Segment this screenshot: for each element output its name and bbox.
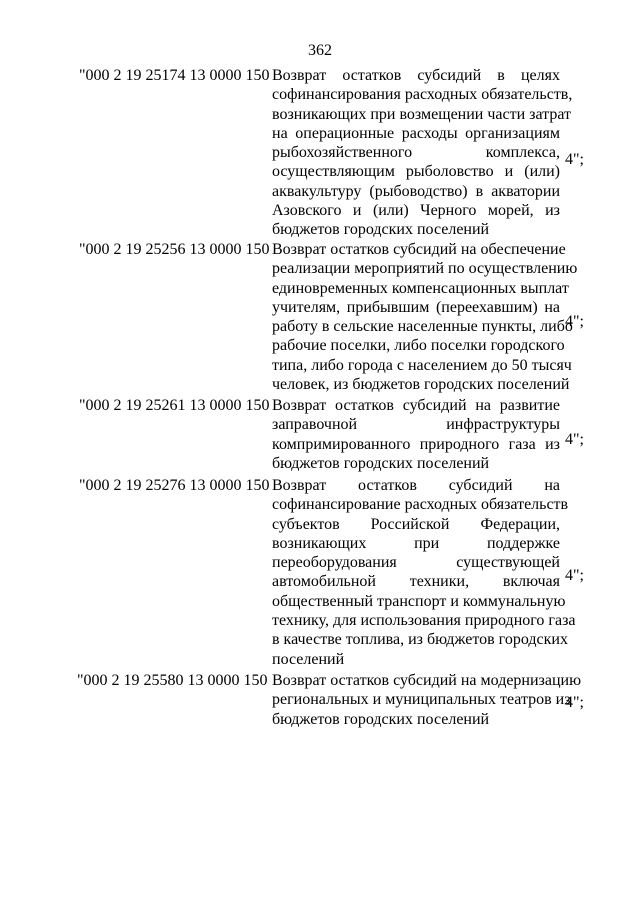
budget-classification-code: "000 2 19 25580 13 0000 150 <box>77 672 268 689</box>
description-line: осуществляющим рыболовство и (или) <box>272 163 560 181</box>
description-line: региональных и муниципальных театров из <box>272 691 571 709</box>
budget-classification-code: "000 2 19 25276 13 0000 150 <box>79 477 270 494</box>
description-line: технику, для использования природного газа <box>272 612 576 630</box>
entry-suffix: 4"; <box>565 694 584 711</box>
description-line: бюджетов городских поселений <box>272 454 490 472</box>
description-line: Возврат остатков субсидий на <box>272 477 560 494</box>
entry-description <box>272 476 576 669</box>
description-line: компримированного природного газа из <box>272 435 560 453</box>
description-line: возникающих при возмещении части затрат <box>272 105 572 123</box>
entry-suffix: 4"; <box>565 567 584 584</box>
entry-suffix: 4"; <box>565 431 584 448</box>
description-line: на операционные расходы организациям <box>272 124 560 142</box>
budget-classification-code: "000 2 19 25261 13 0000 150 <box>79 397 270 414</box>
description-line: поселений <box>272 650 345 668</box>
description-line: Возврат остатков субсидий в целях <box>272 67 560 84</box>
description-line: реализации мероприятий по осуществлению <box>272 260 578 278</box>
entry-suffix: 4"; <box>565 151 584 168</box>
description-line: рыбохозяйственного комплекса, <box>272 144 560 162</box>
description-line: бюджетов городских поселений <box>272 710 490 728</box>
description-line: в качестве топлива, из бюджетов городских <box>272 631 568 649</box>
description-line: работу в сельские населенные пункты, либо <box>272 318 573 336</box>
description-line: типа, либо города с населением до 50 тысяч <box>272 356 572 374</box>
description-line: софинансирование расходных обязательств <box>272 496 569 514</box>
entry-description <box>272 671 582 729</box>
description-line: возникающих при поддержке <box>272 534 560 552</box>
budget-classification-code: "000 2 19 25256 13 0000 150 <box>79 241 270 258</box>
budget-classification-code: "000 2 19 25174 13 0000 150 <box>79 67 270 84</box>
description-line: переоборудования существующей <box>272 554 560 572</box>
description-line: бюджетов городских поселений <box>272 221 490 239</box>
description-line: Возврат остатков субсидий на модернизацию <box>272 672 582 689</box>
description-line: рабочие поселки, либо поселки городского <box>272 337 565 355</box>
description-line: Возврат остатков субсидий на развитие <box>272 397 560 414</box>
description-line: учителям, прибывшим (переехавшим) на <box>272 298 560 316</box>
description-line: Возврат остатков субсидий на обеспечение <box>272 241 566 258</box>
description-line: заправочной инфраструктуры <box>272 416 560 434</box>
description-line: софинансирования расходных обязательств, <box>272 86 573 104</box>
entry-description <box>272 66 573 240</box>
description-line: субъектов Российской Федерации, <box>272 515 560 533</box>
description-line: аквакультуру (рыбоводство) в акватории <box>272 182 560 200</box>
entry-suffix: 4"; <box>565 313 584 330</box>
description-line: общественный транспорт и коммунальную <box>272 592 566 610</box>
entry-description <box>272 396 560 473</box>
description-line: человек, из бюджетов городских поселений <box>272 376 570 394</box>
entry-description <box>272 240 578 394</box>
description-line: единовременных компенсационных выплат <box>272 279 569 297</box>
description-line: автомобильной техники, включая <box>272 573 560 591</box>
page-number: 362 <box>308 42 332 59</box>
description-line: Азовского и (или) Черного морей, из <box>272 202 560 220</box>
